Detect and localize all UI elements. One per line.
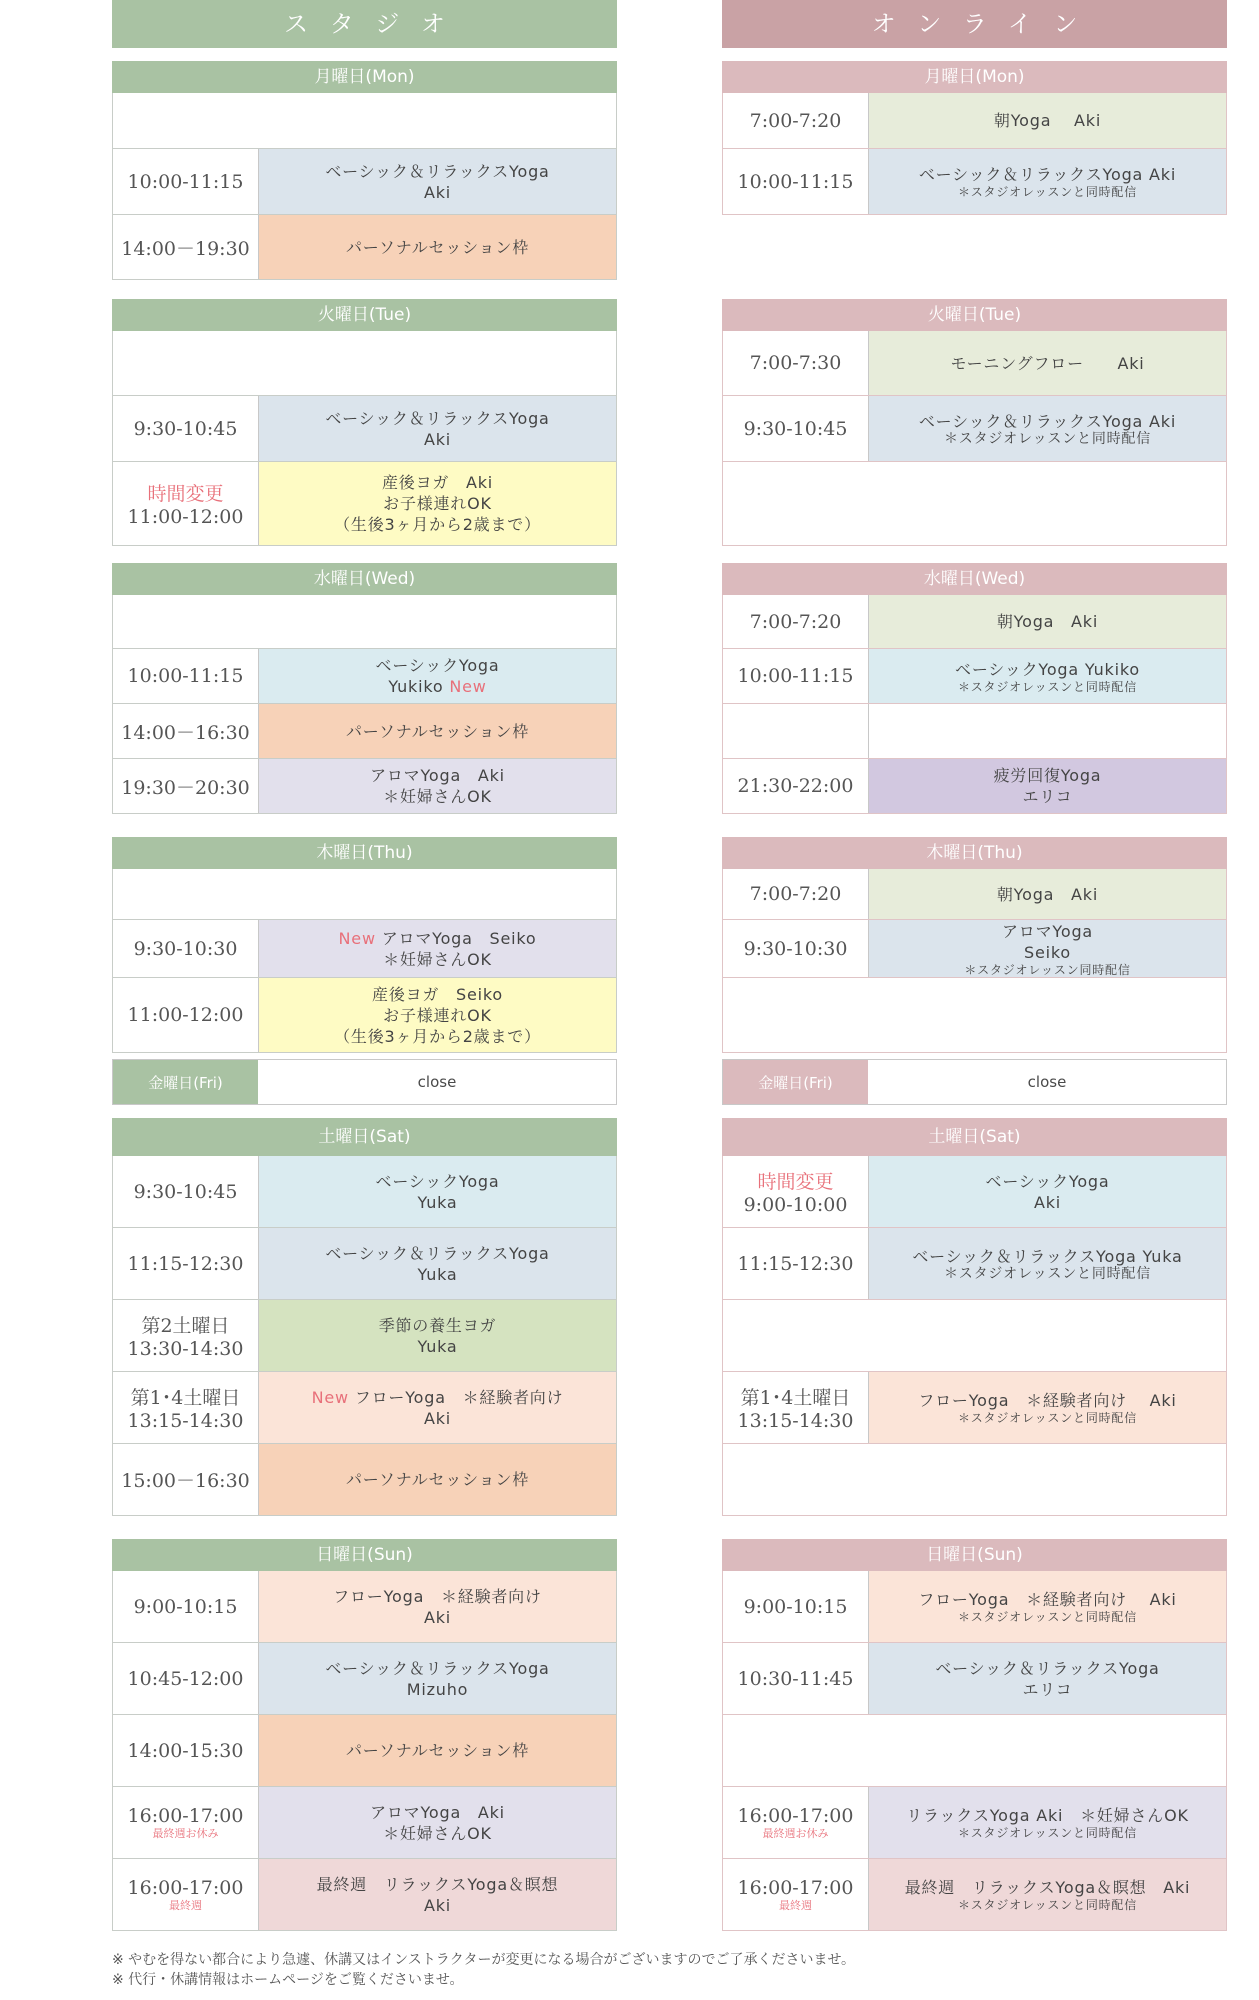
instructor: Yuka	[417, 1192, 458, 1212]
empty-row	[722, 1715, 1227, 1787]
time-text: 7:00-7:20	[749, 610, 842, 633]
schedule-row	[112, 649, 617, 704]
studio-wednesday	[112, 563, 617, 814]
empty-row	[722, 462, 1227, 546]
online-monday	[722, 61, 1227, 215]
time-sub-note: 最終週	[169, 1899, 202, 1912]
time-cell	[113, 1444, 259, 1515]
time-text: 9:30-10:45	[133, 417, 238, 440]
new-badge: New	[338, 928, 376, 948]
time-text: 11:15-12:30	[737, 1252, 854, 1275]
class-cell	[259, 1571, 616, 1642]
day-header: 日曜日(Sun)	[722, 1539, 1227, 1571]
instructor: エリコ	[1022, 787, 1073, 806]
time-text: 9:30-10:30	[743, 937, 848, 960]
time-text: 11:00-12:00	[127, 506, 244, 528]
online-saturday	[722, 1118, 1227, 1516]
class-cell	[869, 649, 1226, 703]
day-header: 水曜日(Wed)	[112, 563, 617, 595]
class-cell	[259, 1300, 616, 1371]
class-name: 朝Yoga Aki	[993, 111, 1102, 130]
class-name: ベーシックYoga	[985, 1171, 1110, 1191]
time-cell	[113, 1228, 259, 1299]
time-text: 9:30-10:30	[133, 937, 238, 960]
time-cell	[113, 1372, 259, 1443]
schedule-row	[112, 1444, 617, 1516]
instructor: Aki	[423, 429, 452, 449]
schedule-row	[112, 704, 617, 759]
class-name: ベーシックYoga	[375, 656, 500, 675]
time-text: 10:30-11:45	[737, 1667, 854, 1690]
class-cell	[259, 759, 616, 813]
day-header: 土曜日(Sat)	[112, 1118, 617, 1156]
class-name: フローYoga ＊経験者向け Aki	[918, 1391, 1177, 1410]
friday-row	[722, 1059, 1227, 1105]
time-change-note: 時間変更	[147, 483, 224, 505]
class-name: ベーシック＆リラックスYoga	[325, 1658, 550, 1678]
time-cell	[723, 649, 869, 703]
class-cell	[869, 1156, 1226, 1227]
time-text: 9:30-10:45	[133, 1180, 238, 1203]
schedule-row	[722, 93, 1227, 149]
time-cell	[113, 1715, 259, 1786]
class-cell	[259, 1156, 616, 1227]
day-header: 日曜日(Sun)	[112, 1539, 617, 1571]
time-note: 第2土曜日	[141, 1315, 230, 1337]
class-cell	[259, 978, 616, 1052]
studio-tuesday	[112, 299, 617, 546]
schedule-row	[722, 1571, 1227, 1643]
schedule-row	[112, 1715, 617, 1787]
schedule-row	[112, 1571, 617, 1643]
simulcast-note: ＊スタジオレッスンと同時配信	[957, 185, 1138, 199]
time-text: 9:00-10:15	[743, 1595, 848, 1618]
time-cell	[723, 1787, 869, 1858]
class-cell	[869, 1228, 1226, 1299]
time-sub-note: 最終週お休み	[762, 1827, 829, 1840]
class-cell	[869, 759, 1226, 813]
class-cell	[869, 595, 1226, 648]
class-title: フローYoga ＊経験者向け	[354, 1387, 564, 1407]
time-text: 14:00－16:30	[121, 721, 250, 744]
class-name: アロマYoga Aki	[370, 766, 505, 785]
time-cell	[113, 462, 259, 545]
class-detail: お子様連れOK	[383, 1005, 492, 1025]
class-cell	[259, 1859, 616, 1930]
day-header: 金曜日(Fri)	[723, 1060, 868, 1104]
time-text: 21:30-22:00	[737, 775, 854, 797]
schedule-row	[112, 1859, 617, 1931]
class-detail: （生後3ヶ月から2歳まで）	[334, 1026, 541, 1046]
class-cell	[259, 215, 616, 279]
empty-row	[112, 331, 617, 396]
time-text: 7:00-7:30	[749, 352, 842, 374]
empty-row	[722, 978, 1227, 1053]
schedule-row	[722, 1859, 1227, 1931]
time-text: 13:15-14:30	[127, 1410, 244, 1432]
class-name: パーソナルセッション枠	[345, 237, 530, 257]
schedule-row	[112, 1228, 617, 1300]
online-sunday	[722, 1539, 1227, 1931]
time-cell	[723, 331, 869, 395]
time-cell	[723, 93, 869, 148]
time-cell	[113, 1643, 259, 1714]
time-text: 19:30－20:30	[121, 776, 250, 799]
class-cell	[869, 704, 1226, 758]
time-sub-note: 最終週お休み	[152, 1827, 219, 1840]
time-cell	[113, 1300, 259, 1371]
online-thursday	[722, 837, 1227, 1053]
empty-row	[722, 1444, 1227, 1516]
time-cell	[113, 149, 259, 214]
time-cell	[723, 595, 869, 648]
class-name: 産後ヨガ Aki	[381, 473, 494, 492]
schedule-row	[722, 759, 1227, 814]
instructor	[388, 676, 486, 697]
class-detail: （生後3ヶ月から2歳まで）	[334, 515, 541, 534]
class-name: ベーシックYoga	[375, 1171, 500, 1191]
time-note: 第1･4土曜日	[740, 1387, 851, 1409]
class-name: ベーシック＆リラックスYoga	[325, 408, 550, 428]
day-header: 木曜日(Thu)	[722, 837, 1227, 869]
day-header: 土曜日(Sat)	[722, 1118, 1227, 1156]
class-name: アロマYoga Aki	[370, 1802, 505, 1822]
time-cell	[723, 1859, 869, 1930]
schedule-row	[722, 595, 1227, 649]
time-cell	[113, 396, 259, 461]
instructor: エリコ	[1022, 1679, 1073, 1699]
simulcast-note: ＊スタジオレッスンと同時配信	[943, 431, 1152, 447]
schedule-row	[112, 759, 617, 814]
time-cell	[113, 1571, 259, 1642]
empty-row	[112, 869, 617, 920]
schedule-row	[722, 1643, 1227, 1715]
class-detail: ＊妊婦さんOK	[383, 949, 492, 969]
studio-saturday	[112, 1118, 617, 1516]
empty-row	[112, 595, 617, 649]
class-name: 朝Yoga Aki	[996, 884, 1099, 904]
schedule-row	[722, 149, 1227, 215]
studio-friday	[112, 1059, 617, 1105]
schedule-row	[112, 462, 617, 546]
time-cell	[723, 1372, 869, 1443]
schedule-row	[112, 920, 617, 978]
class-name: ベーシック＆リラックスYoga	[325, 1243, 550, 1263]
instructor: Seiko	[1024, 942, 1071, 962]
class-name: 最終週 リラックスYoga＆瞑想 Aki	[904, 1878, 1191, 1897]
schedule-row	[112, 149, 617, 215]
time-cell	[113, 1787, 259, 1858]
class-name: 季節の養生ヨガ	[378, 1315, 497, 1335]
studio-monday	[112, 61, 617, 280]
time-cell	[723, 1643, 869, 1714]
time-cell	[113, 1859, 259, 1930]
online-friday	[722, 1059, 1227, 1105]
time-text: 7:00-7:20	[749, 883, 842, 905]
time-text: 10:00-11:15	[737, 170, 854, 193]
class-name: 最終週 リラックスYoga＆瞑想	[316, 1874, 559, 1894]
instructor: Mizuho	[406, 1679, 469, 1699]
class-cell	[259, 920, 616, 977]
class-cell	[869, 1643, 1226, 1714]
schedule-row	[722, 649, 1227, 704]
time-cell	[723, 1571, 869, 1642]
footnote: ※ やむを得ない都合により急遽、休講又はインストラクターが変更になる場合がございますのでご了承くださいませ。	[112, 1952, 856, 1968]
schedule-row	[722, 920, 1227, 978]
online-tuesday	[722, 299, 1227, 546]
time-cell	[723, 149, 869, 214]
class-cell	[869, 1787, 1226, 1858]
class-name: ベーシックYoga Yukiko	[955, 659, 1140, 679]
time-text: 16:00-17:00	[127, 1877, 244, 1899]
instructor: Aki	[423, 1408, 452, 1428]
instructor: Aki	[423, 1607, 452, 1627]
instructor: Aki	[423, 1895, 452, 1915]
time-text: 10:45-12:00	[127, 1667, 244, 1690]
time-text: 11:15-12:30	[127, 1252, 244, 1275]
class-name: ベーシック＆リラックスYoga Yuka	[912, 1247, 1183, 1266]
schedule-row	[112, 1372, 617, 1444]
time-cell	[113, 1156, 259, 1227]
time-change-note: 時間変更	[757, 1171, 834, 1193]
class-cell	[869, 1571, 1226, 1642]
schedule-row	[112, 1300, 617, 1372]
class-cell	[259, 1787, 616, 1858]
schedule-row	[722, 331, 1227, 396]
time-text: 10:00-11:15	[127, 665, 244, 687]
schedule-row	[112, 1787, 617, 1859]
time-cell	[723, 759, 869, 813]
time-text: 16:00-17:00	[737, 1805, 854, 1827]
class-cell	[259, 704, 616, 758]
closed-text: close	[417, 1073, 457, 1091]
simulcast-note: ＊スタジオレッスンと同時配信	[957, 1610, 1138, 1624]
class-name: ベーシック＆リラックスYoga	[325, 161, 550, 181]
empty-row	[112, 93, 617, 149]
class-name: 疲労回復Yoga	[993, 766, 1102, 785]
studio-column	[112, 0, 617, 1915]
new-badge: New	[449, 677, 487, 696]
class-cell	[259, 462, 616, 545]
class-name: アロマYoga	[1002, 921, 1093, 941]
class-cell	[259, 1715, 616, 1786]
day-header: 火曜日(Tue)	[722, 299, 1227, 331]
empty-row	[722, 704, 1227, 759]
schedule-row	[112, 1643, 617, 1715]
simulcast-note: ＊スタジオレッスンと同時配信	[957, 1411, 1138, 1425]
schedule-row	[112, 978, 617, 1053]
class-name: ベーシック＆リラックスYoga Aki	[918, 165, 1177, 184]
footnote: ※ 代行・休講情報はホームページをご覧くださいませ。	[112, 1972, 464, 1988]
class-cell	[869, 1372, 1226, 1443]
time-cell	[113, 215, 259, 279]
class-name: モーニングフロー Aki	[950, 353, 1145, 373]
time-cell	[113, 649, 259, 703]
online-wednesday	[722, 563, 1227, 814]
instructor: Aki	[423, 182, 452, 202]
time-cell	[723, 869, 869, 919]
studio-title: スタジオ	[112, 0, 617, 48]
time-cell	[723, 1156, 869, 1227]
schedule-row	[722, 1372, 1227, 1444]
schedule-row	[722, 1156, 1227, 1228]
time-text: 14:00－19:30	[121, 237, 250, 260]
class-name: パーソナルセッション枠	[345, 1470, 530, 1489]
footnotes	[112, 1950, 855, 1990]
simulcast-note: ＊スタジオレッスンと同時配信	[943, 1266, 1152, 1282]
class-cell	[869, 93, 1226, 148]
class-name: パーソナルセッション枠	[345, 721, 530, 741]
studio-sunday	[112, 1539, 617, 1931]
new-badge: New	[311, 1387, 349, 1407]
time-text: 14:00-15:30	[127, 1739, 244, 1762]
studio-thursday	[112, 837, 617, 1053]
day-header: 月曜日(Mon)	[112, 61, 617, 93]
time-text: 9:30-10:45	[743, 417, 848, 440]
class-cell	[869, 1859, 1226, 1930]
class-cell	[259, 1228, 616, 1299]
empty-row	[722, 1300, 1227, 1372]
class-cell	[259, 1444, 616, 1515]
schedule-row	[112, 1156, 617, 1228]
time-text: 7:00-7:20	[749, 109, 842, 132]
class-title: アロマYoga Seiko	[381, 928, 537, 948]
instructor-name: Yukiko	[388, 677, 444, 696]
class-cell	[869, 331, 1226, 395]
time-cell	[723, 704, 869, 758]
day-header: 金曜日(Fri)	[113, 1060, 258, 1104]
class-name: リラックスYoga Aki ＊妊婦さんOK	[906, 1806, 1189, 1825]
class-cell	[869, 869, 1226, 919]
class-cell	[869, 396, 1226, 461]
class-detail: ＊妊婦さんOK	[383, 787, 492, 806]
time-text: 9:00-10:15	[133, 1595, 238, 1618]
time-sub-note: 最終週	[779, 1899, 812, 1912]
time-cell	[113, 759, 259, 813]
time-text: 11:00-12:00	[127, 1004, 244, 1026]
class-cell	[869, 920, 1226, 977]
class-name: ベーシック＆リラックスYoga	[935, 1658, 1160, 1678]
class-cell	[259, 396, 616, 461]
schedule-row	[112, 396, 617, 462]
time-cell	[113, 920, 259, 977]
class-detail: ＊妊婦さんOK	[383, 1823, 492, 1843]
time-cell	[113, 704, 259, 758]
time-text: 16:00-17:00	[127, 1805, 244, 1827]
time-note: 第1･4土曜日	[130, 1387, 241, 1409]
day-header: 木曜日(Thu)	[112, 837, 617, 869]
simulcast-note: ＊スタジオレッスンと同時配信	[957, 679, 1138, 694]
class-cell	[259, 649, 616, 703]
closed-text: close	[1027, 1073, 1067, 1091]
online-column	[722, 0, 1227, 1912]
time-text: 16:00-17:00	[737, 1877, 854, 1899]
time-text: 15:00－16:30	[121, 1470, 250, 1492]
class-cell	[259, 1372, 616, 1443]
schedule-row	[722, 1228, 1227, 1300]
class-name: 産後ヨガ Seiko	[372, 984, 503, 1004]
time-text: 10:00-11:15	[737, 665, 854, 687]
simulcast-note: ＊スタジオレッスン同時配信	[964, 962, 1131, 977]
time-text: 13:30-14:30	[127, 1338, 244, 1360]
instructor: Aki	[1033, 1192, 1062, 1212]
time-cell	[723, 396, 869, 461]
class-name: 朝Yoga Aki	[996, 612, 1099, 631]
time-cell	[113, 978, 259, 1052]
class-name	[312, 1387, 564, 1408]
class-name: パーソナルセッション枠	[345, 1741, 530, 1760]
class-detail: お子様連れOK	[383, 494, 492, 513]
time-text: 9:00-10:00	[743, 1194, 848, 1216]
instructor: Yuka	[417, 1336, 458, 1356]
class-cell	[259, 149, 616, 214]
day-header: 水曜日(Wed)	[722, 563, 1227, 595]
time-text: 10:00-11:15	[127, 170, 244, 193]
simulcast-note: ＊スタジオレッスンと同時配信	[957, 1898, 1138, 1912]
day-header: 火曜日(Tue)	[112, 299, 617, 331]
simulcast-note: ＊スタジオレッスンと同時配信	[957, 1826, 1138, 1840]
day-header: 月曜日(Mon)	[722, 61, 1227, 93]
time-cell	[723, 1228, 869, 1299]
class-cell	[259, 1643, 616, 1714]
friday-row	[112, 1059, 617, 1105]
time-cell	[723, 920, 869, 977]
class-name: フローYoga ＊経験者向け Aki	[918, 1590, 1177, 1609]
class-name: フローYoga ＊経験者向け	[333, 1586, 542, 1606]
schedule-row	[722, 396, 1227, 462]
schedule-row	[722, 1787, 1227, 1859]
class-name: ベーシック＆リラックスYoga Aki	[918, 412, 1177, 431]
time-text: 13:15-14:30	[737, 1410, 854, 1432]
class-name	[339, 928, 537, 949]
instructor: Yuka	[417, 1264, 458, 1284]
online-title: オンライン	[722, 0, 1227, 48]
class-cell	[869, 149, 1226, 214]
schedule-row	[722, 869, 1227, 920]
schedule-row	[112, 215, 617, 280]
